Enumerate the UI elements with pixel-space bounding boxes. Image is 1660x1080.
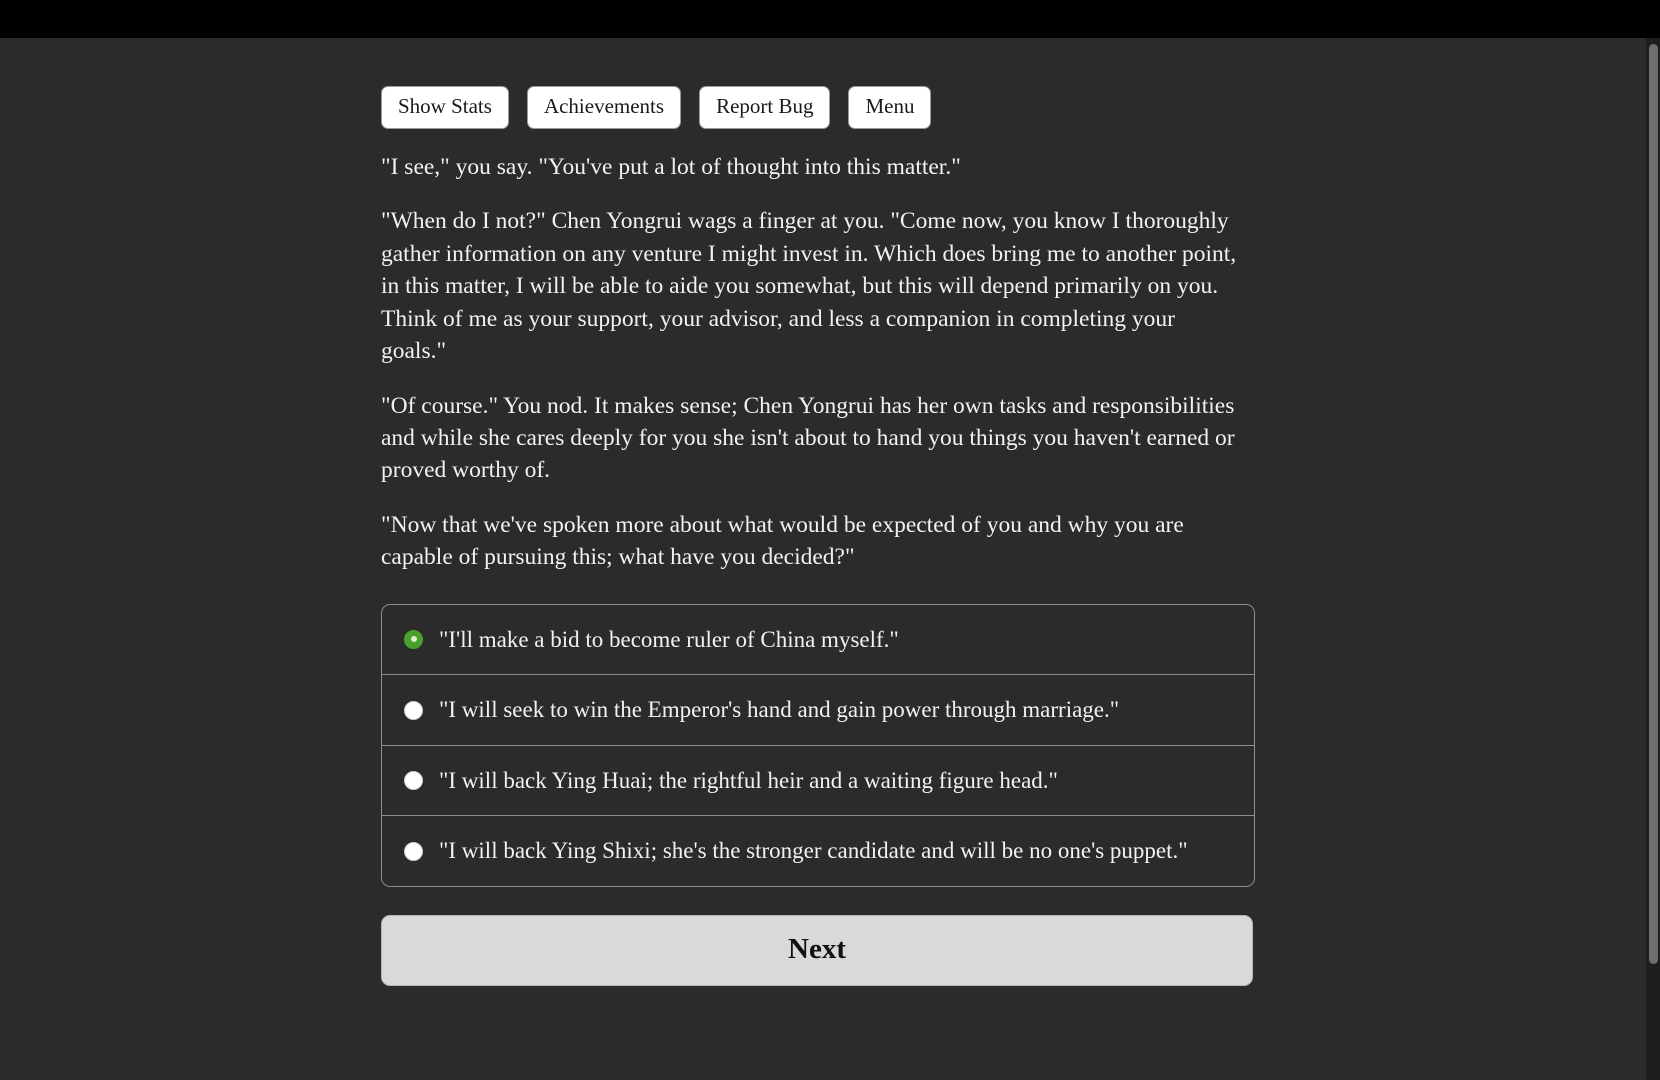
radio-icon[interactable]	[404, 630, 423, 649]
story-content	[381, 86, 1261, 986]
window-top-bar	[0, 0, 1660, 38]
achievements-button[interactable]: Achievements	[527, 86, 681, 129]
story-paragraph: "Of course." You nod. It makes sense; Chen Yongrui has her own tasks and responsibilities and while she cares deeply for you she isn't about to hand you things you haven't earned or proved worthy of.	[381, 392, 1235, 484]
choice-list	[381, 604, 1255, 887]
choice-option-2[interactable]	[382, 675, 1254, 746]
story-paragraph: "When do I not?" Chen Yongrui wags a finger at you. "Come now, you know I thoroughly gather information on any venture I might invest in. Which does bring me to another point, in this matter, I will be able to aide you somewhat, but this will depend primarily on you. Think of me as your support, your advisor, and less a companion in completing your goals."	[381, 208, 1237, 365]
story-paragraph: "Now that we've spoken more about what would be expected of you and why you are capable of pursuing this; what have you decided?"	[381, 511, 1184, 571]
next-button[interactable]: Next	[381, 915, 1253, 986]
choice-option-3[interactable]	[382, 746, 1254, 817]
choice-option-1[interactable]	[382, 605, 1254, 676]
radio-icon[interactable]	[404, 701, 423, 720]
choice-label: "I will back Ying Shixi; she's the stronger candidate and will be no one's puppet."	[439, 838, 1188, 864]
report-bug-button[interactable]: Report Bug	[699, 86, 830, 129]
story-viewport	[0, 38, 1646, 1080]
story-text	[381, 151, 1261, 574]
choice-label: "I'll make a bid to become ruler of China myself."	[439, 626, 899, 652]
story-paragraph: "I see," you say. "You've put a lot of thought into this matter."	[381, 154, 961, 180]
radio-icon[interactable]	[404, 771, 423, 790]
game-toolbar	[381, 86, 1261, 129]
choice-option-4[interactable]	[382, 816, 1254, 886]
scrollbar-track[interactable]	[1646, 38, 1660, 1080]
show-stats-button[interactable]: Show Stats	[381, 86, 509, 129]
menu-button[interactable]: Menu	[848, 86, 931, 129]
choice-label: "I will back Ying Huai; the rightful heir and a waiting figure head."	[439, 767, 1058, 793]
choice-label: "I will seek to win the Emperor's hand and gain power through marriage."	[439, 697, 1120, 723]
radio-icon[interactable]	[404, 842, 423, 861]
scrollbar-thumb[interactable]	[1649, 44, 1658, 964]
